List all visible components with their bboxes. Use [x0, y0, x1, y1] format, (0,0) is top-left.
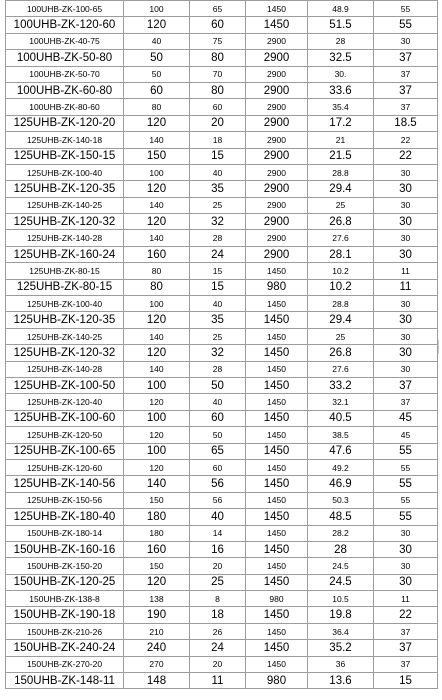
- shaft-power-cell: 48.9: [308, 1, 374, 17]
- head-cell: 11: [190, 673, 246, 689]
- head-cell: 75: [190, 33, 246, 49]
- model-cell: 125UHB-ZK-150-15: [6, 148, 124, 164]
- speed-cell: 1450: [246, 623, 308, 639]
- table-row: [6, 574, 438, 590]
- flow-cell: 270: [124, 656, 190, 672]
- head-cell: 60: [190, 17, 246, 33]
- model-cell: 125UHB-ZK-140-25: [6, 197, 124, 213]
- motor-power-cell: 37: [374, 377, 438, 393]
- speed-cell: 2900: [246, 115, 308, 131]
- flow-cell: 120: [124, 427, 190, 443]
- motor-power-cell: 11: [374, 263, 438, 279]
- table-row: [6, 214, 438, 230]
- speed-cell: 1450: [246, 509, 308, 525]
- motor-power-cell: 37: [374, 640, 438, 656]
- speed-cell: 2900: [246, 181, 308, 197]
- speed-cell: 1450: [246, 640, 308, 656]
- head-cell: 15: [190, 263, 246, 279]
- motor-power-cell: 45: [374, 410, 438, 426]
- head-cell: 40: [190, 509, 246, 525]
- speed-cell: 2900: [246, 246, 308, 262]
- table-row: [6, 82, 438, 98]
- speed-cell: 1450: [246, 328, 308, 344]
- model-cell: 150UHB-ZK-210-26: [6, 623, 124, 639]
- motor-power-cell: 30: [374, 197, 438, 213]
- model-cell: 125UHB-ZK-120-50: [6, 427, 124, 443]
- model-cell: 125UHB-ZK-150-56: [6, 492, 124, 508]
- flow-cell: 80: [124, 263, 190, 279]
- motor-power-cell: 11: [374, 591, 438, 607]
- motor-power-cell: 22: [374, 607, 438, 623]
- motor-power-cell: 11: [374, 279, 438, 295]
- model-cell: 100UHB-ZK-50-80: [6, 50, 124, 66]
- table-row: [6, 443, 438, 459]
- flow-cell: 100: [124, 410, 190, 426]
- head-cell: 60: [190, 99, 246, 115]
- motor-power-cell: 30: [374, 541, 438, 557]
- model-cell: 100UHB-ZK-100-65: [6, 1, 124, 17]
- motor-power-cell: 30: [374, 33, 438, 49]
- motor-power-cell: 55: [374, 459, 438, 475]
- model-cell: 125UHB-ZK-120-20: [6, 115, 124, 131]
- model-cell: 125UHB-ZK-120-32: [6, 214, 124, 230]
- shaft-power-cell: 36: [308, 656, 374, 672]
- motor-power-cell: 55: [374, 1, 438, 17]
- motor-power-cell: 30: [374, 181, 438, 197]
- model-cell: 125UHB-ZK-100-60: [6, 410, 124, 426]
- shaft-power-cell: 40.5: [308, 410, 374, 426]
- flow-cell: 100: [124, 377, 190, 393]
- table-row: [6, 132, 438, 148]
- motor-power-cell: 37: [374, 623, 438, 639]
- flow-cell: 140: [124, 476, 190, 492]
- speed-cell: 1450: [246, 1, 308, 17]
- model-cell: 100UHB-ZK-40-75: [6, 33, 124, 49]
- table-row: [6, 99, 438, 115]
- speed-cell: 2900: [246, 82, 308, 98]
- shaft-power-cell: 29.4: [308, 312, 374, 328]
- pump-spec-table-body: [6, 1, 438, 689]
- table-row: [6, 263, 438, 279]
- flow-cell: 180: [124, 525, 190, 541]
- flow-cell: 150: [124, 492, 190, 508]
- flow-cell: 140: [124, 197, 190, 213]
- shaft-power-cell: 28.8: [308, 164, 374, 180]
- speed-cell: 1450: [246, 492, 308, 508]
- table-row: [6, 623, 438, 639]
- speed-cell: 1450: [246, 427, 308, 443]
- table-row: [6, 607, 438, 623]
- flow-cell: 190: [124, 607, 190, 623]
- head-cell: 24: [190, 640, 246, 656]
- flow-cell: 120: [124, 17, 190, 33]
- table-row: [6, 492, 438, 508]
- model-cell: 150UHB-ZK-180-14: [6, 525, 124, 541]
- shaft-power-cell: 28: [308, 541, 374, 557]
- model-cell: 125UHB-ZK-80-15: [6, 279, 124, 295]
- table-row: [6, 197, 438, 213]
- shaft-power-cell: 26.8: [308, 345, 374, 361]
- flow-cell: 120: [124, 574, 190, 590]
- table-row: [6, 427, 438, 443]
- motor-power-cell: 30: [374, 246, 438, 262]
- shaft-power-cell: 19.8: [308, 607, 374, 623]
- speed-cell: 1450: [246, 525, 308, 541]
- motor-power-cell: 37: [374, 50, 438, 66]
- table-row: [6, 509, 438, 525]
- model-cell: 150UHB-ZK-138-8: [6, 591, 124, 607]
- table-row: [6, 459, 438, 475]
- flow-cell: 50: [124, 66, 190, 82]
- speed-cell: 2900: [246, 148, 308, 164]
- table-row: [6, 66, 438, 82]
- flow-cell: 60: [124, 82, 190, 98]
- motor-power-cell: 30: [374, 296, 438, 312]
- speed-cell: 1450: [246, 476, 308, 492]
- table-row: [6, 328, 438, 344]
- shaft-power-cell: 24.5: [308, 558, 374, 574]
- shaft-power-cell: 30.: [308, 66, 374, 82]
- motor-power-cell: 30: [374, 214, 438, 230]
- shaft-power-cell: 28.2: [308, 525, 374, 541]
- flow-cell: 150: [124, 558, 190, 574]
- shaft-power-cell: 26.8: [308, 214, 374, 230]
- table-row: [6, 394, 438, 410]
- head-cell: 20: [190, 115, 246, 131]
- table-row: [6, 181, 438, 197]
- table-row: [6, 541, 438, 557]
- model-cell: 125UHB-ZK-100-65: [6, 443, 124, 459]
- flow-cell: 40: [124, 33, 190, 49]
- head-cell: 25: [190, 197, 246, 213]
- flow-cell: 50: [124, 50, 190, 66]
- head-cell: 70: [190, 66, 246, 82]
- model-cell: 125UHB-ZK-140-28: [6, 361, 124, 377]
- model-cell: 100UHB-ZK-120-60: [6, 17, 124, 33]
- shaft-power-cell: 10.5: [308, 591, 374, 607]
- motor-power-cell: 30: [374, 525, 438, 541]
- table-row: [6, 558, 438, 574]
- model-cell: 150UHB-ZK-148-11: [6, 673, 124, 689]
- shaft-power-cell: 29.4: [308, 181, 374, 197]
- shaft-power-cell: 46.9: [308, 476, 374, 492]
- head-cell: 18: [190, 132, 246, 148]
- head-cell: 16: [190, 541, 246, 557]
- flow-cell: 140: [124, 361, 190, 377]
- flow-cell: 138: [124, 591, 190, 607]
- flow-cell: 120: [124, 115, 190, 131]
- head-cell: 35: [190, 181, 246, 197]
- shaft-power-cell: 35.4: [308, 99, 374, 115]
- head-cell: 20: [190, 656, 246, 672]
- motor-power-cell: 55: [374, 492, 438, 508]
- model-cell: 125UHB-ZK-140-56: [6, 476, 124, 492]
- speed-cell: 1450: [246, 312, 308, 328]
- speed-cell: 2900: [246, 33, 308, 49]
- motor-power-cell: 22: [374, 148, 438, 164]
- speed-cell: 1450: [246, 558, 308, 574]
- model-cell: 125UHB-ZK-80-15: [6, 263, 124, 279]
- table-row: [6, 148, 438, 164]
- model-cell: 125UHB-ZK-100-40: [6, 296, 124, 312]
- speed-cell: 2900: [246, 99, 308, 115]
- speed-cell: 1450: [246, 377, 308, 393]
- model-cell: 150UHB-ZK-270-20: [6, 656, 124, 672]
- model-cell: 100UHB-ZK-60-80: [6, 82, 124, 98]
- head-cell: 80: [190, 50, 246, 66]
- table-row: [6, 640, 438, 656]
- sheet-edge-marker: [438, 340, 442, 354]
- speed-cell: 1450: [246, 410, 308, 426]
- model-cell: 125UHB-ZK-120-32: [6, 345, 124, 361]
- flow-cell: 120: [124, 181, 190, 197]
- motor-power-cell: 37: [374, 394, 438, 410]
- head-cell: 25: [190, 574, 246, 590]
- shaft-power-cell: 24.5: [308, 574, 374, 590]
- shaft-power-cell: 33.2: [308, 377, 374, 393]
- model-cell: 125UHB-ZK-140-25: [6, 328, 124, 344]
- speed-cell: 1450: [246, 361, 308, 377]
- speed-cell: 980: [246, 591, 308, 607]
- head-cell: 60: [190, 410, 246, 426]
- shaft-power-cell: 28.8: [308, 296, 374, 312]
- motor-power-cell: 55: [374, 476, 438, 492]
- table-row: [6, 33, 438, 49]
- head-cell: 56: [190, 476, 246, 492]
- table-row: [6, 525, 438, 541]
- table-row: [6, 279, 438, 295]
- head-cell: 35: [190, 312, 246, 328]
- shaft-power-cell: 32.5: [308, 50, 374, 66]
- shaft-power-cell: 21: [308, 132, 374, 148]
- table-row: [6, 345, 438, 361]
- model-cell: 125UHB-ZK-120-35: [6, 312, 124, 328]
- shaft-power-cell: 33.6: [308, 82, 374, 98]
- flow-cell: 120: [124, 312, 190, 328]
- shaft-power-cell: 32.1: [308, 394, 374, 410]
- shaft-power-cell: 27.6: [308, 361, 374, 377]
- table-row: [6, 246, 438, 262]
- model-cell: 150UHB-ZK-190-18: [6, 607, 124, 623]
- speed-cell: 2900: [246, 50, 308, 66]
- shaft-power-cell: 47.6: [308, 443, 374, 459]
- table-row: [6, 476, 438, 492]
- model-cell: 150UHB-ZK-160-16: [6, 541, 124, 557]
- head-cell: 15: [190, 148, 246, 164]
- shaft-power-cell: 28.1: [308, 246, 374, 262]
- table-row: [6, 361, 438, 377]
- flow-cell: 140: [124, 328, 190, 344]
- table-row: [6, 296, 438, 312]
- speed-cell: 2900: [246, 132, 308, 148]
- flow-cell: 150: [124, 148, 190, 164]
- flow-cell: 100: [124, 443, 190, 459]
- model-cell: 125UHB-ZK-160-24: [6, 246, 124, 262]
- shaft-power-cell: 10.2: [308, 279, 374, 295]
- head-cell: 40: [190, 394, 246, 410]
- motor-power-cell: 37: [374, 656, 438, 672]
- speed-cell: 2900: [246, 230, 308, 246]
- head-cell: 65: [190, 1, 246, 17]
- shaft-power-cell: 48.5: [308, 509, 374, 525]
- motor-power-cell: 30: [374, 345, 438, 361]
- flow-cell: 148: [124, 673, 190, 689]
- speed-cell: 2900: [246, 164, 308, 180]
- head-cell: 28: [190, 361, 246, 377]
- speed-cell: 1450: [246, 345, 308, 361]
- speed-cell: 1450: [246, 296, 308, 312]
- flow-cell: 100: [124, 1, 190, 17]
- shaft-power-cell: 38.5: [308, 427, 374, 443]
- speed-cell: 2900: [246, 214, 308, 230]
- flow-cell: 240: [124, 640, 190, 656]
- motor-power-cell: 37: [374, 66, 438, 82]
- table-row: [6, 410, 438, 426]
- table-row: [6, 656, 438, 672]
- speed-cell: 1450: [246, 656, 308, 672]
- flow-cell: 140: [124, 132, 190, 148]
- speed-cell: 1450: [246, 607, 308, 623]
- head-cell: 28: [190, 230, 246, 246]
- shaft-power-cell: 25: [308, 197, 374, 213]
- motor-power-cell: 55: [374, 17, 438, 33]
- motor-power-cell: 30: [374, 558, 438, 574]
- flow-cell: 120: [124, 394, 190, 410]
- model-cell: 150UHB-ZK-120-25: [6, 574, 124, 590]
- motor-power-cell: 37: [374, 82, 438, 98]
- table-row: [6, 164, 438, 180]
- speed-cell: 980: [246, 279, 308, 295]
- motor-power-cell: 45: [374, 427, 438, 443]
- model-cell: 125UHB-ZK-120-60: [6, 459, 124, 475]
- model-cell: 125UHB-ZK-180-40: [6, 509, 124, 525]
- head-cell: 26: [190, 623, 246, 639]
- table-row: [6, 50, 438, 66]
- model-cell: 100UHB-ZK-50-70: [6, 66, 124, 82]
- head-cell: 80: [190, 82, 246, 98]
- flow-cell: 210: [124, 623, 190, 639]
- flow-cell: 160: [124, 541, 190, 557]
- head-cell: 32: [190, 214, 246, 230]
- shaft-power-cell: 36.4: [308, 623, 374, 639]
- head-cell: 24: [190, 246, 246, 262]
- pump-spec-table: [5, 0, 438, 689]
- head-cell: 65: [190, 443, 246, 459]
- speed-cell: 2900: [246, 197, 308, 213]
- model-cell: 150UHB-ZK-240-24: [6, 640, 124, 656]
- spec-table-container: [5, 0, 437, 689]
- model-cell: 125UHB-ZK-140-28: [6, 230, 124, 246]
- motor-power-cell: 30: [374, 164, 438, 180]
- shaft-power-cell: 10.2: [308, 263, 374, 279]
- speed-cell: 980: [246, 673, 308, 689]
- flow-cell: 100: [124, 164, 190, 180]
- motor-power-cell: 55: [374, 443, 438, 459]
- table-row: [6, 312, 438, 328]
- motor-power-cell: 30: [374, 361, 438, 377]
- motor-power-cell: 30: [374, 230, 438, 246]
- flow-cell: 180: [124, 509, 190, 525]
- shaft-power-cell: 49.2: [308, 459, 374, 475]
- speed-cell: 1450: [246, 394, 308, 410]
- motor-power-cell: 18.5: [374, 115, 438, 131]
- table-row: [6, 377, 438, 393]
- head-cell: 20: [190, 558, 246, 574]
- flow-cell: 120: [124, 459, 190, 475]
- motor-power-cell: 30: [374, 574, 438, 590]
- motor-power-cell: 30: [374, 328, 438, 344]
- head-cell: 18: [190, 607, 246, 623]
- shaft-power-cell: 27.6: [308, 230, 374, 246]
- motor-power-cell: 37: [374, 99, 438, 115]
- shaft-power-cell: 25: [308, 328, 374, 344]
- model-cell: 125UHB-ZK-100-50: [6, 377, 124, 393]
- head-cell: 40: [190, 164, 246, 180]
- flow-cell: 160: [124, 246, 190, 262]
- motor-power-cell: 15: [374, 673, 438, 689]
- model-cell: 125UHB-ZK-100-40: [6, 164, 124, 180]
- flow-cell: 120: [124, 214, 190, 230]
- table-row: [6, 673, 438, 689]
- head-cell: 50: [190, 427, 246, 443]
- table-row: [6, 1, 438, 17]
- shaft-power-cell: 17.2: [308, 115, 374, 131]
- shaft-power-cell: 21.5: [308, 148, 374, 164]
- speed-cell: 1450: [246, 443, 308, 459]
- table-row: [6, 115, 438, 131]
- head-cell: 32: [190, 345, 246, 361]
- motor-power-cell: 22: [374, 132, 438, 148]
- flow-cell: 100: [124, 296, 190, 312]
- shaft-power-cell: 35.2: [308, 640, 374, 656]
- speed-cell: 1450: [246, 17, 308, 33]
- model-cell: 150UHB-ZK-150-20: [6, 558, 124, 574]
- head-cell: 15: [190, 279, 246, 295]
- model-cell: 125UHB-ZK-120-35: [6, 181, 124, 197]
- shaft-power-cell: 13.6: [308, 673, 374, 689]
- flow-cell: 120: [124, 345, 190, 361]
- speed-cell: 1450: [246, 541, 308, 557]
- head-cell: 40: [190, 296, 246, 312]
- head-cell: 8: [190, 591, 246, 607]
- speed-cell: 1450: [246, 263, 308, 279]
- speed-cell: 1450: [246, 459, 308, 475]
- head-cell: 25: [190, 328, 246, 344]
- speed-cell: 1450: [246, 574, 308, 590]
- shaft-power-cell: 28: [308, 33, 374, 49]
- shaft-power-cell: 50.3: [308, 492, 374, 508]
- model-cell: 125UHB-ZK-140-18: [6, 132, 124, 148]
- table-row: [6, 591, 438, 607]
- model-cell: 125UHB-ZK-120-40: [6, 394, 124, 410]
- model-cell: 100UHB-ZK-80-60: [6, 99, 124, 115]
- flow-cell: 140: [124, 230, 190, 246]
- speed-cell: 2900: [246, 66, 308, 82]
- motor-power-cell: 30: [374, 312, 438, 328]
- head-cell: 56: [190, 492, 246, 508]
- flow-cell: 80: [124, 99, 190, 115]
- shaft-power-cell: 51.5: [308, 17, 374, 33]
- table-row: [6, 17, 438, 33]
- flow-cell: 80: [124, 279, 190, 295]
- head-cell: 14: [190, 525, 246, 541]
- table-row: [6, 230, 438, 246]
- head-cell: 60: [190, 459, 246, 475]
- head-cell: 50: [190, 377, 246, 393]
- motor-power-cell: 55: [374, 509, 438, 525]
